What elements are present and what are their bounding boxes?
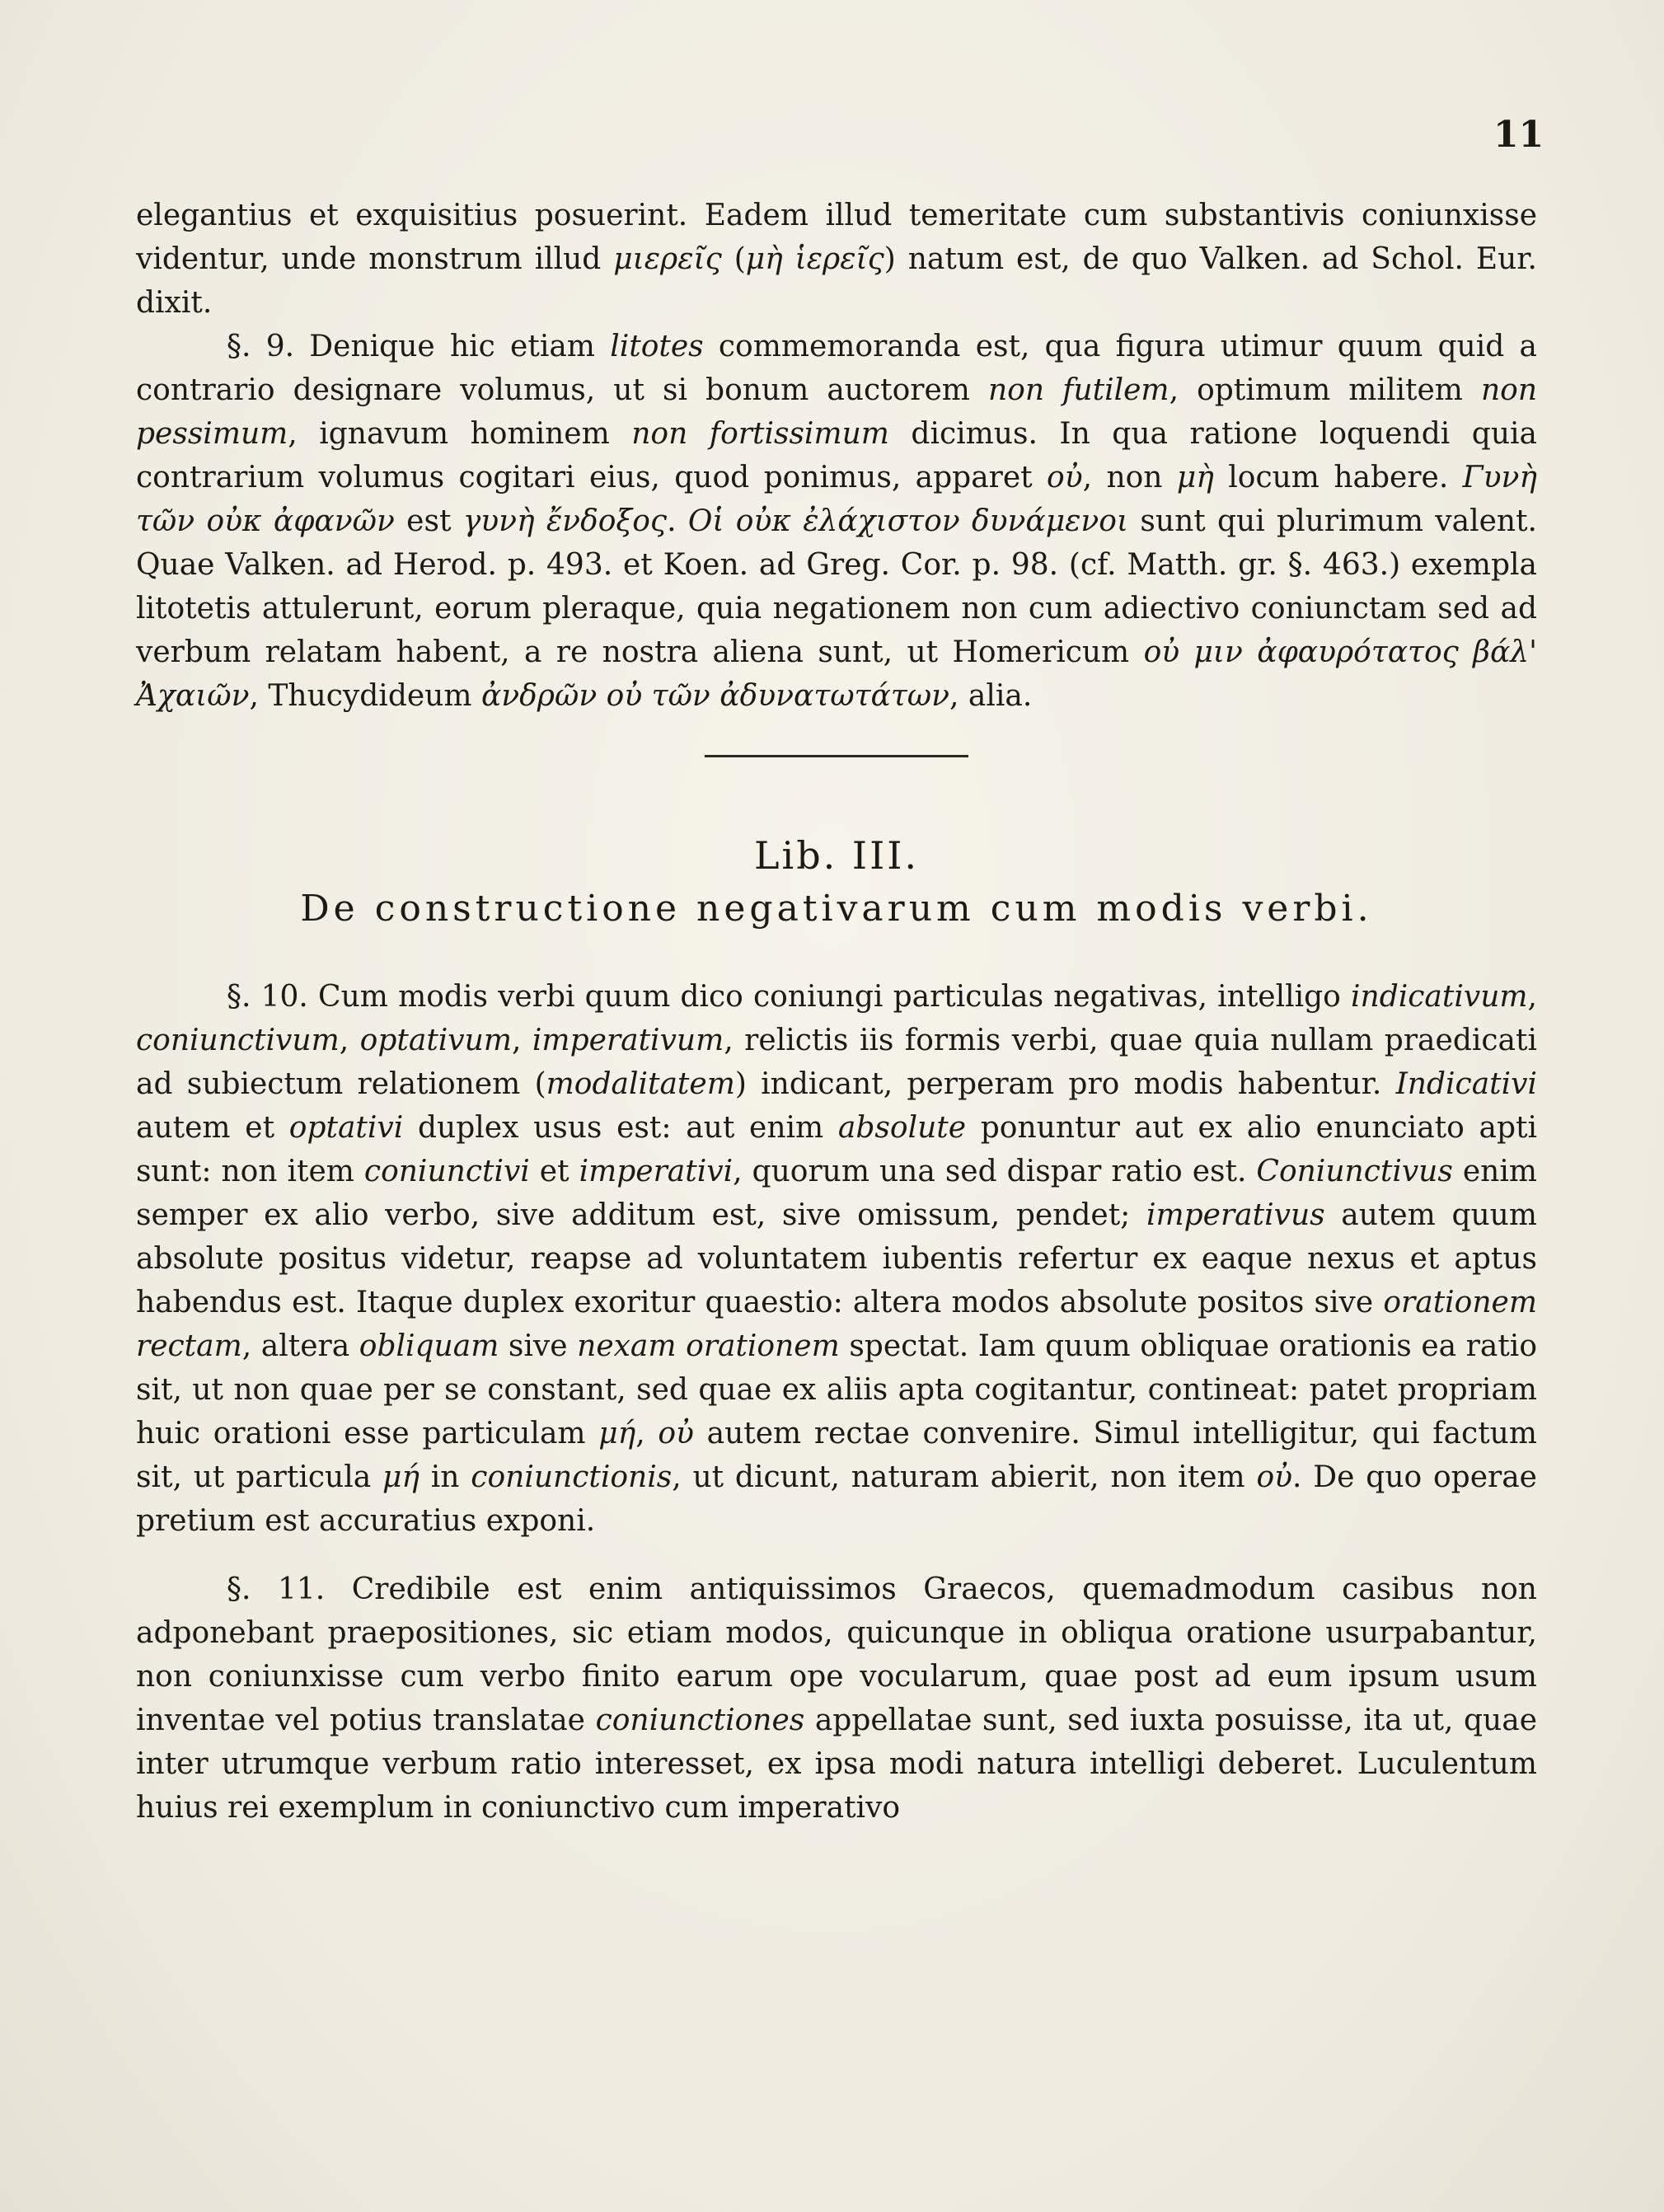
text-run: commemoranda est, qua figura utimur quum quid a contrario designare volumus, ut si bonum auctorem — [136, 330, 1538, 407]
italic-text: οὐ — [1256, 1460, 1293, 1494]
book-title: De constructione negativarum cum modis verbi. — [300, 888, 1373, 930]
text-run: et — [529, 1155, 579, 1188]
italic-text: μὴ ἱερεῖς — [745, 242, 884, 276]
italic-text: non futilem — [988, 373, 1169, 407]
text-run: ) natum est, de quo Valken. ad Schol. Eur. dixit. — [136, 242, 1537, 320]
text-run: , optimum militem — [1169, 373, 1481, 407]
text-run: ponuntur aut ex alio enunciato apti sunt: non item — [136, 1111, 1537, 1188]
text-run: , alia. — [949, 679, 1033, 713]
bottom-paragraphs — [136, 975, 1537, 1830]
text-run: . — [667, 504, 688, 538]
italic-text: Οἱ οὐκ ἐλάχιστον δυνάμενοι — [687, 504, 1129, 538]
text-run: est — [394, 504, 463, 538]
text-run: enim semper ex alio verbo, sive additum est, sive omissum, pendet; — [136, 1155, 1537, 1232]
italic-text: coniunctivum — [136, 1024, 340, 1057]
italic-text: μή — [598, 1417, 636, 1450]
text-run: in — [419, 1460, 471, 1494]
text-run: sunt qui plurimum valent. Quae Valken. ad Herod. p. 493. et Koen. ad Greg. Cor. p. 98. (cf. Matth. gr. §. 463.) exempla litotetis attulerunt, eorum pleraque, quia negationem non cum adiectivo coniunctam sed ad verbum relatam habent, a re nostra aliena sunt, ut Homericum — [136, 504, 1537, 669]
paragraph — [136, 975, 1537, 1543]
text-run: §. 9. Denique hic etiam — [227, 330, 611, 363]
text-run: §. 10. Cum modis verbi quum dico coniungi particulas negativas, intelligo — [227, 980, 1352, 1014]
italic-text: ἀνδρῶν οὐ τῶν ἀδυνατωτάτων — [480, 679, 949, 713]
text-run: §. 11. Credibile est enim antiquissimos Graecos, quemadmodum casibus non adponebant praepositiones, sic etiam modos, quicunque in obliqua oratione usurpabantur, non coniunxisse cum verbo finito earum ope vocularum, quae post ad eum ipsum usum inventae vel potius translatae — [136, 1572, 1537, 1737]
italic-text: indicativum — [1351, 980, 1528, 1014]
text-run: locum habere. — [1213, 461, 1463, 494]
text-run: , ut dicunt, naturam abierit, non item — [672, 1460, 1257, 1494]
italic-text: μὴ — [1176, 461, 1214, 494]
text-run: , — [511, 1024, 532, 1057]
italic-text: litotes — [610, 330, 704, 363]
italic-text: optativi — [288, 1111, 404, 1145]
italic-text: optativum — [359, 1024, 512, 1057]
italic-text: coniunctionis — [471, 1460, 673, 1494]
italic-text: γυνὴ ἔνδοξος — [462, 504, 668, 538]
italic-text: οὐ — [1047, 461, 1083, 494]
text-run: sive — [499, 1329, 578, 1363]
italic-text: absolute — [837, 1111, 967, 1145]
text-run: autem rectae convenire. Simul intelligitur, qui factum sit, ut particula — [136, 1417, 1537, 1494]
paragraph — [136, 194, 1537, 325]
text-run: spectat. Iam quum obliquae orationis ea ratio sit, ut non quae per se constant, sed quae ex aliis apta cogitantur, contineat: patet propriam huic orationi esse particulam — [136, 1329, 1537, 1450]
paragraph — [136, 1568, 1537, 1830]
italic-text: imperativus — [1146, 1198, 1325, 1232]
text-run: duplex usus est: aut enim — [403, 1111, 838, 1145]
text-run: ) indicant, perperam pro modis habentur. — [734, 1067, 1396, 1101]
italic-text: μιερεῖς — [613, 242, 722, 276]
text-run: , quorum una sed dispar ratio est. — [733, 1155, 1257, 1188]
italic-text: nexam orationem — [577, 1329, 840, 1363]
paragraph-gap — [136, 1543, 1537, 1568]
text-run: , — [635, 1417, 659, 1450]
page-number: 11 — [1493, 114, 1544, 156]
italic-text: obliquam — [359, 1329, 499, 1363]
italic-text: coniunctiones — [595, 1704, 805, 1737]
text-run: , relictis iis formis verbi, quae quia nullam praedicati ad subiectum relationem ( — [136, 1024, 1537, 1101]
italic-text: Γυνὴ τῶν οὐκ ἀφανῶν — [136, 461, 1537, 538]
top-paragraphs — [136, 194, 1537, 718]
italic-text: non pessimum — [136, 373, 1537, 451]
italic-text: non fortissimum — [631, 417, 889, 451]
italic-text: orationem rectam — [136, 1286, 1537, 1363]
text-run: , non — [1082, 461, 1177, 494]
italic-text: οὐ — [658, 1417, 694, 1450]
italic-text: imperativi — [579, 1155, 734, 1188]
text-run: autem quum absolute positus videtur, reapse ad voluntatem iubentis refertur ex eaque nexus et aptus habendus est. Itaque duplex exoritur quaestio: altera modos absolute positos sive — [136, 1198, 1537, 1319]
book-heading: Lib. III. — [753, 833, 920, 878]
text-run: , — [1527, 980, 1537, 1014]
text-run: appellatae sunt, sed iuxta posuisse, ita ut, quae inter utrumque verbum ratio interesset, ex ipsa modi natura intelligi deberet. Luculentum huius rei exemplum in coniunctivo cum imperativo — [136, 1704, 1537, 1825]
text-run: ( — [721, 242, 746, 276]
paragraph — [136, 325, 1537, 718]
text-run: , ignavum hominem — [288, 417, 632, 451]
text-run: , — [339, 1024, 360, 1057]
text-run: . De quo operae pretium est accuratius exponi. — [136, 1460, 1537, 1538]
italic-text: Indicativi — [1395, 1067, 1537, 1101]
text-run: , altera — [241, 1329, 359, 1363]
italic-text: μή — [382, 1460, 420, 1494]
text-run: elegantius et exquisitius posuerint. Eadem illud temeritate cum substantivis coniunxisse videntur, unde monstrum illud — [136, 199, 1537, 276]
text-run: dicimus. In qua ratione loquendi quia contrarium volumus cogitari eius, quod ponimus, apparet — [136, 417, 1538, 494]
italic-text: οὐ μιν ἀφαυρότατος βάλ' Ἀχαιῶν — [136, 635, 1538, 713]
text-run: , Thucydideum — [249, 679, 481, 713]
italic-text: Coniunctivus — [1256, 1155, 1453, 1188]
italic-text: modalitatem — [546, 1067, 735, 1101]
text-block — [136, 194, 1537, 1830]
section-divider — [705, 755, 968, 757]
italic-text: imperativum — [532, 1024, 724, 1057]
text-run: autem et — [136, 1111, 289, 1145]
italic-text: coniunctivi — [363, 1155, 530, 1188]
